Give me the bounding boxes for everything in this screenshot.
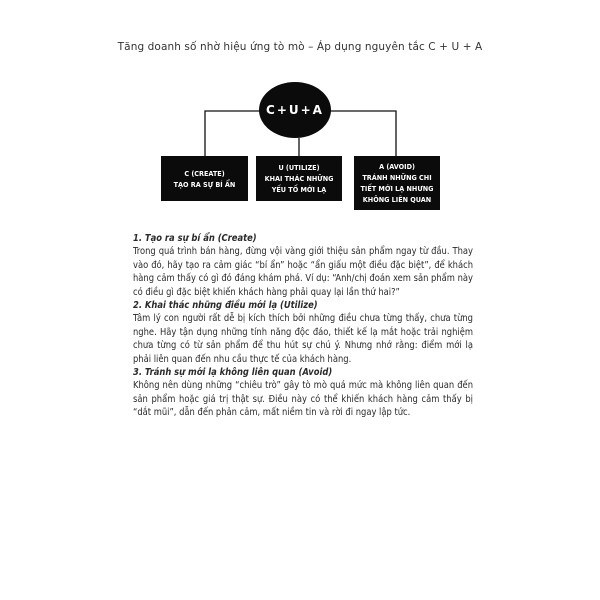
diagram-node-utilize bbox=[256, 156, 342, 201]
diagram-hub: C+U+A bbox=[259, 82, 331, 138]
section-heading-utilize: 2. Khai thác những điều mới lạ (Utilize) bbox=[133, 300, 318, 312]
node-utilize-line-1: U (UTILIZE) bbox=[278, 163, 320, 172]
connector-avoid bbox=[328, 111, 396, 156]
node-utilize-line-3: YẾU TỐ MỚI LẠ bbox=[271, 185, 327, 194]
node-avoid-line-1: A (AVOID) bbox=[379, 162, 415, 171]
page-title: Tăng doanh số nhờ hiệu ứng tò mò – Áp dụng nguyên tắc C + U + A bbox=[117, 41, 483, 53]
section-body-create: Trong quá trình bán hàng, đừng vội vàng giới thiệu sản phẩm ngay từ đầu. Thay vào đó, hãy tạo ra cảm giác “bí ẩn” hoặc “ẩn giấu một điều đặc biệt”, để khách hàng cảm thấy có gì đó đáng khám phá. Ví dụ: “Anh/chị đoán xem sản phẩm này có điều gì đặc biệt khiến khách hàng phải quay lại lần thứ hai?” bbox=[133, 246, 473, 298]
diagram-node-avoid bbox=[354, 156, 440, 210]
article-body bbox=[133, 232, 473, 420]
section-heading-create: 1. Tạo ra sự bí ẩn (Create) bbox=[133, 233, 257, 244]
diagram-node-create bbox=[161, 156, 248, 201]
connector-create bbox=[205, 111, 262, 156]
node-utilize-line-2: KHAI THÁC NHỮNG bbox=[264, 174, 334, 183]
node-avoid-line-3: TIẾT MỚI LẠ NHƯNG bbox=[360, 184, 434, 193]
node-avoid-line-4: KHÔNG LIÊN QUAN bbox=[362, 195, 432, 204]
node-create-line-1: C (CREATE) bbox=[184, 168, 225, 178]
node-avoid-line-2: TRÁNH NHỮNG CHI bbox=[362, 173, 432, 182]
section-body-utilize: Tâm lý con người rất dễ bị kích thích bởi những điều chưa từng thấy, chưa từng nghe. Hãy tận dụng những tính năng độc đáo, thiết kế lạ mắt hoặc trải nghiệm chưa từng có từ sản phẩm để thu hút sự chú ý. Nhưng nhớ rằng: điểm mới lạ phải liên quan đến nhu cầu thực tế của khách hàng. bbox=[133, 313, 473, 365]
section-heading-avoid: 3. Tránh sự mới lạ không liên quan (Avoid) bbox=[133, 367, 333, 379]
node-create-line-2: TẠO RA SỰ BÍ ẨN bbox=[173, 179, 236, 189]
section-body-avoid: Không nên dùng những “chiêu trò” gây tò mò quá mức mà không liên quan đến sản phẩm hoặc giá trị thật sự. Điều này có thể khiến khách hàng cảm thấy bị “dắt mũi”, dẫn đến phản cảm, mất niềm tin và rời đi ngay lập tức. bbox=[133, 380, 473, 419]
